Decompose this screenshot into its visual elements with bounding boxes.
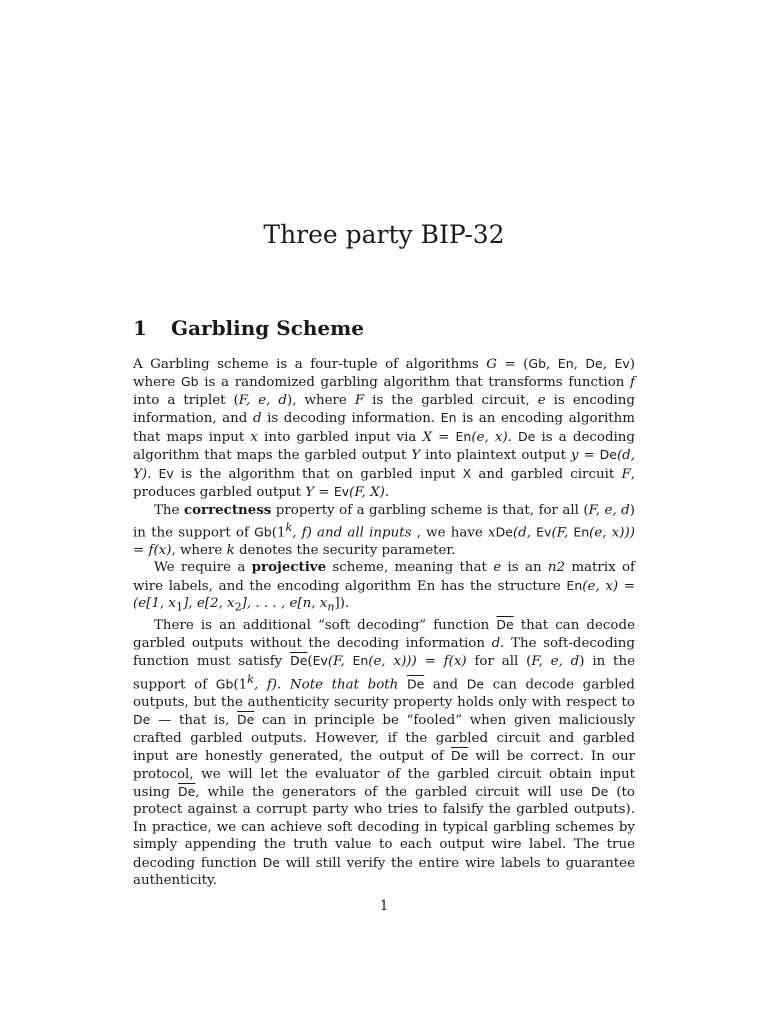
page-number: 1 [379,898,389,914]
paragraph-garbling-definition: A Garbling scheme is a four-tuple of algorithms G = (Gb, En, De, Ev) where Gb is a randomized garbling algorithm that transforms function f into a triplet (F, e, d), where F is the garbled circuit, e is encoding information, and d is decoding information. En is an encoding algorithm that maps input x into garbled input via X = En(e, x). De is a decoding algorithm that maps the garbled output Y into plaintext output y = De(d, Y). Ev is the algorithm that on garbled input X and garbled circuit F, produces garbled output Y = Ev(F, X). [133,356,636,501]
paragraph-correctness: The correctness property of a garbling scheme is that, for all (F, e, d) in the support of Gb(1$^k$, f) and all inputs , we have xDe(d, Ev(F, En(e, x))) = f(x), where k denotes the security parameter. [133,501,635,558]
paragraph-projective: We require a projective scheme, meaning that e is an n2 matrix of wire labels, and the encoding algorithm En has the structure En(e, x) = (e[1, $x_1$], e[2, $x_2$], . . . , e[n, $x_n$]). [133,559,635,615]
section-title: Garbling Scheme [171,316,365,340]
section-body [133,355,635,890]
paragraph-soft-decoding: There is an additional “soft decoding” function $\overline{De}$ that can decode garbled outputs without the decoding information d. The soft-decoding function must satisfy $\overline{De}(Ev(F$, En(e, x))) = f(x) for all (F, e, d) in the support of Gb(1$^k$, f). Note that both $\overline{De}$ and De can decode garbled outputs, but the authenticity security property holds only with respect to De — that is, $\overline{De}$ can in principle be “fooled” when given maliciously crafted garbled outputs. However, if the garbled circuit and garbled input are honestly generated, the output of $\overline{De}$ will be correct. In our protocol, we will let the evaluator of the garbled circuit obtain input using $\overline{De}$, while the generators of the garbled circuit will use De (to protect against a corrupt party who tries to falsify the garbled outputs). In practice, we can achieve soft decoding in typical garbling schemes by simply appending the truth value to each output wire label. The true decoding function De will still verify the entire wire labels to guarantee authenticity. [133,617,635,889]
section-heading [133,316,633,340]
paper-title: Three party BIP-32 [263,219,505,249]
section-number: 1 [133,316,147,340]
